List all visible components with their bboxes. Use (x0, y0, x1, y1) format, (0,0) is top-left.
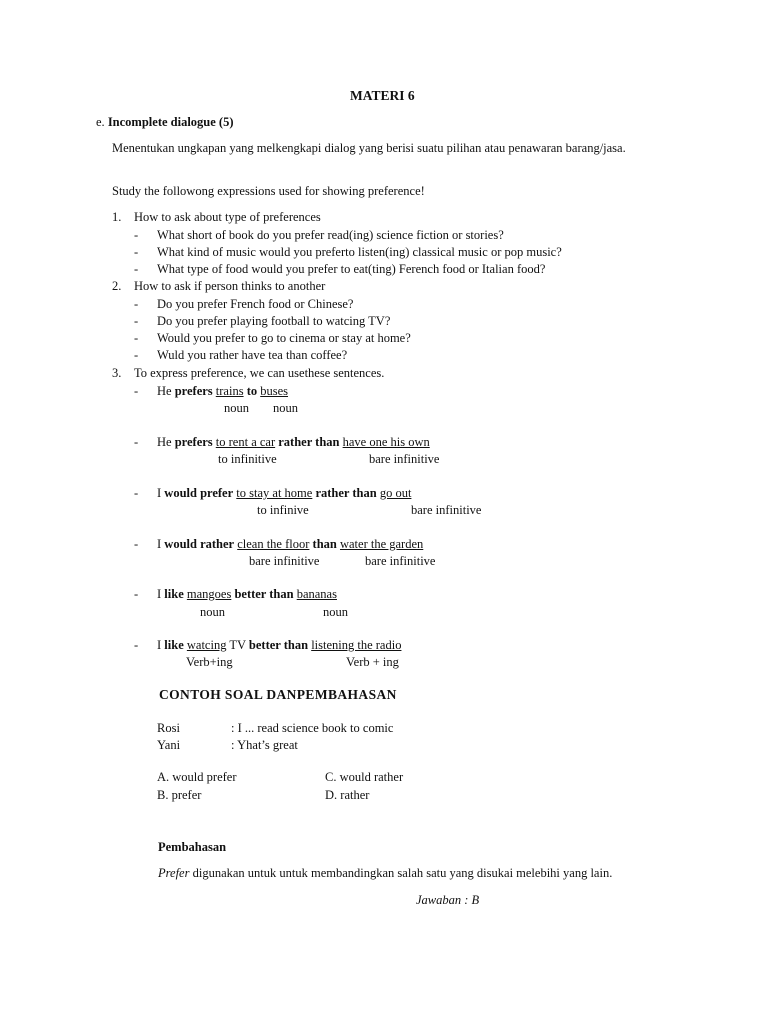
dialogue-line: : Yhat’s great (231, 738, 298, 752)
underlined-phrase: mangoes (186, 587, 232, 601)
study-instruction: Study the followong expressions used for showing preference! (112, 184, 425, 198)
example-sentence (157, 637, 401, 653)
underlined-phrase: to rent a car (215, 435, 276, 449)
grammar-note: noun (323, 605, 348, 619)
underlined-phrase: clean the floor (237, 537, 310, 551)
list2-label: How to ask if person thinks to another (134, 279, 326, 293)
answer-key: Jawaban : B (416, 893, 480, 907)
section-title: Incomplete dialogue (5) (107, 115, 234, 129)
dialogue-speaker: Rosi (157, 721, 180, 735)
keyword: to (246, 384, 258, 398)
grammar-note: to infinive (257, 503, 309, 517)
section-heading (96, 114, 234, 130)
list2-number: 2. (112, 279, 122, 293)
bullet-dash: - (134, 638, 139, 652)
keyword: than (312, 537, 337, 551)
word: TV (229, 638, 246, 652)
grammar-note: Verb + ing (346, 655, 399, 669)
example-sentence (157, 434, 430, 450)
list1-item: What short of book do you prefer read(ing) science fiction or stories? (157, 228, 504, 242)
list2-item: Do you prefer French food or Chinese? (157, 297, 354, 311)
grammar-note: bare infinitive (365, 554, 436, 568)
grammar-note: noun (200, 605, 225, 619)
list1-number: 1. (112, 210, 122, 224)
bullet-dash: - (134, 435, 139, 449)
underlined-phrase: listening the radio (311, 638, 402, 652)
list1-item: What type of food would you prefer to eat(ting) Ferench food or Italian food? (157, 262, 546, 276)
dialogue-line: : I ... read science book to comic (231, 721, 394, 735)
keyword: rather than (315, 486, 377, 500)
grammar-note: bare infinitive (411, 503, 482, 517)
bullet-dash: - (134, 348, 139, 362)
underlined-phrase: go out (379, 486, 412, 500)
example-sentence (157, 485, 411, 501)
dialogue-speaker: Yani (157, 738, 181, 752)
pembahasan-heading: Pembahasan (158, 840, 227, 854)
word: He (157, 435, 172, 449)
example-sentence (157, 383, 288, 399)
bullet-dash: - (134, 486, 139, 500)
list2-item: Would you prefer to go to cinema or stay at home? (157, 331, 411, 345)
underlined-phrase: to stay at home (236, 486, 313, 500)
underlined-phrase: water the garden (339, 537, 424, 551)
explanation: digunakan untuk untuk membandingkan salah satu yang disukai melebihi yang lain. (189, 866, 613, 880)
list2-item: Do you prefer playing football to watcing TV? (157, 314, 391, 328)
bullet-dash: - (134, 587, 139, 601)
grammar-note: bare infinitive (249, 554, 320, 568)
list2-item: Wuld you rather have tea than coffee? (157, 348, 348, 362)
pembahasan-text (158, 865, 612, 881)
word: I (157, 486, 162, 500)
underlined-phrase: trains (215, 384, 244, 398)
keyword: better than (248, 638, 309, 652)
word: I (157, 638, 162, 652)
keyword: like (164, 587, 184, 601)
keyword: prefers (174, 384, 213, 398)
answer-option-a: A. would prefer (157, 770, 237, 784)
bullet-dash: - (134, 245, 139, 259)
grammar-note: noun (224, 401, 249, 415)
page-title: MATERI 6 (350, 88, 415, 103)
bullet-dash: - (134, 537, 139, 551)
keyword: would prefer (164, 486, 234, 500)
list3-number: 3. (112, 366, 122, 380)
answer-option-c: C. would rather (325, 770, 404, 784)
intro-paragraph: Menentukan ungkapan yang melkengkapi dialog yang berisi suatu pilihan atau penawaran barang/jasa. (112, 141, 626, 155)
list1-label: How to ask about type of preferences (134, 210, 321, 224)
underlined-phrase: bananas (296, 587, 337, 601)
keyword: prefers (174, 435, 213, 449)
keyword: like (164, 638, 184, 652)
bullet-dash: - (134, 384, 139, 398)
list3-label: To express preference, we can usethese sentences. (134, 366, 385, 380)
grammar-note: bare infinitive (369, 452, 440, 466)
grammar-note: noun (273, 401, 298, 415)
answer-option-d: D. rather (325, 788, 370, 802)
section-letter: e. (96, 115, 105, 129)
keyword: better than (234, 587, 294, 601)
bullet-dash: - (134, 228, 139, 242)
word: I (157, 587, 162, 601)
keyword: would rather (164, 537, 235, 551)
bullet-dash: - (134, 297, 139, 311)
example-sentence (157, 586, 337, 602)
underlined-phrase: watcing (186, 638, 227, 652)
contoh-heading: CONTOH SOAL DANPEMBAHASAN (159, 687, 397, 702)
example-sentence (157, 536, 423, 552)
word: He (157, 384, 172, 398)
grammar-note: to infinitive (218, 452, 277, 466)
list1-item: What kind of music would you preferto listen(ing) classical music or pop music? (157, 245, 562, 259)
underlined-phrase: buses (260, 384, 289, 398)
term: Prefer (158, 866, 190, 880)
bullet-dash: - (134, 314, 139, 328)
grammar-note: Verb+ing (186, 655, 233, 669)
bullet-dash: - (134, 262, 139, 276)
keyword: rather than (278, 435, 340, 449)
word: I (157, 537, 162, 551)
answer-option-b: B. prefer (157, 788, 202, 802)
underlined-phrase: have one his own (342, 435, 430, 449)
bullet-dash: - (134, 331, 139, 345)
